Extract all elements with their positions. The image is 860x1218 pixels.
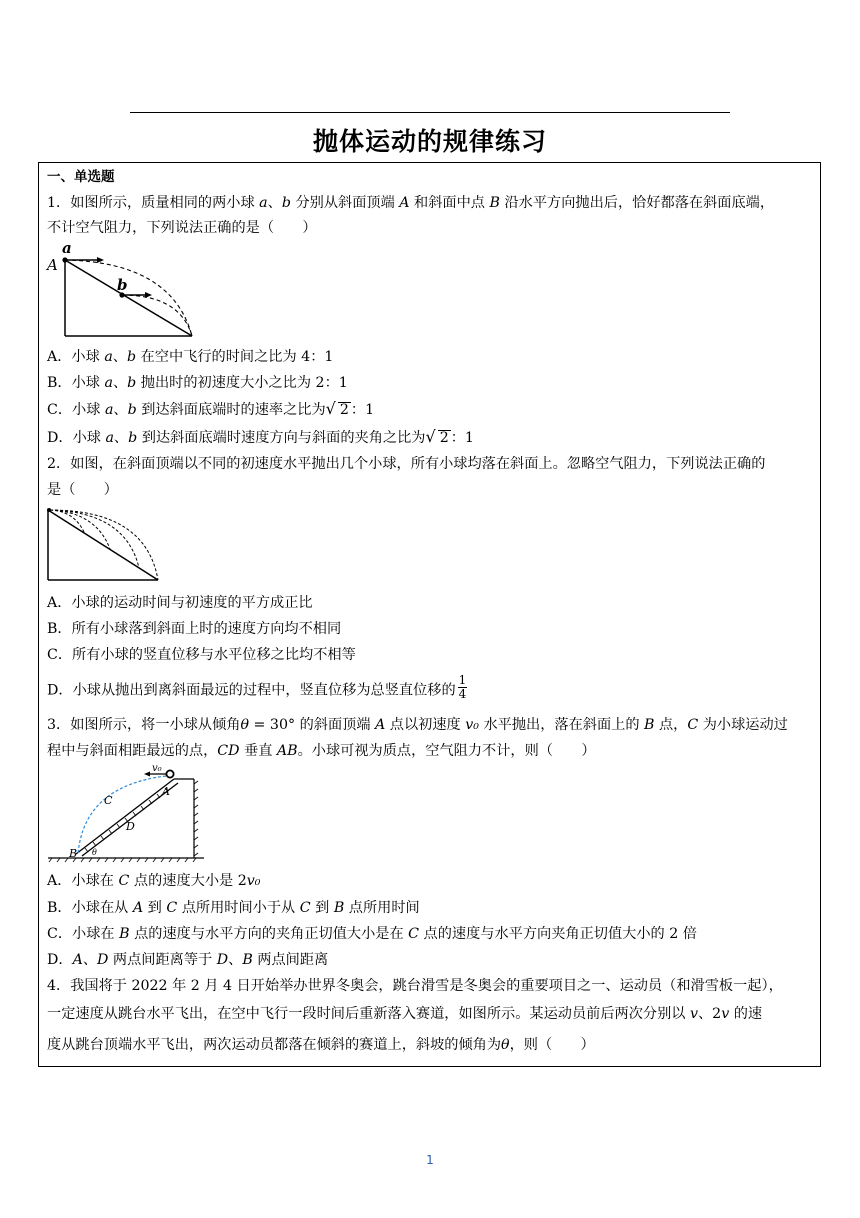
section-heading: 一、单选题 <box>47 169 115 185</box>
q2-option-d: D．小球从抛出到离斜面最远的过程中，竖直位移为总竖直位移的 $\frac{1}{4}$ <box>47 673 467 701</box>
q4-stem-line3: 度从跳台顶端水平飞出，两次运动员都落在倾斜的赛道上，斜坡的倾角为θ，则（ ） <box>47 1037 595 1053</box>
q1-option-d: D．小球 a、b 到达斜面底端时速度方向与斜面的夹角之比为√ 2 ：1 <box>47 427 474 446</box>
q1-option-c: C．小球 a、b 到达斜面底端时的速率之比为√ 2 ：1 <box>47 399 375 418</box>
q1-figure <box>44 240 204 340</box>
page-title: 抛体运动的规律练习 <box>312 127 547 156</box>
q3-option-a: A．小球在 C 点的速度大小是 2v₀ <box>47 873 261 889</box>
q3-figure <box>44 762 209 864</box>
q2-stem-line1: 2．如图，在斜面顶端以不同的初速度水平抛出几个小球，所有小球均落在斜面上。忽略空气阻力，下列说法正确的 <box>47 456 766 472</box>
q3-label-D: D <box>126 820 135 833</box>
q4-stem-line2: 一定速度从跳台水平飞出，在空中飞行一段时间后重新落入赛道，如图所示。某运动员前后两次分别以 v、2v 的速 <box>47 1006 763 1022</box>
q3-label-C: C <box>104 794 113 807</box>
q3-label-v0: v₀ <box>152 763 162 774</box>
q1-label-a: a <box>62 240 72 257</box>
q4-stem-line1: 4．我国将于 2022 年 2 月 4 日开始举办世界冬奥会，跳台滑雪是冬奥会的重要项目之一、运动员（和滑雪板一起）， <box>47 978 783 994</box>
q3-option-d: D．A、D 两点间距离等于 D、B 两点间距离 <box>47 952 329 968</box>
header-rule <box>130 112 730 113</box>
q2-option-c: C．所有小球的竖直位移与水平位移之比均不相等 <box>47 647 356 663</box>
q1-label-A: A <box>47 256 58 274</box>
q1-option-a: A．小球 a、b 在空中飞行的时间之比为 4：1 <box>47 349 334 365</box>
q3-stem-line1: 3．如图所示，将一小球从倾角θ = 30° 的斜面顶端 A 点以初速度 v₀ 水平抛出，落在斜面上的 B 点，C 为小球运动过 <box>47 717 788 733</box>
q2-stem-line2: 是（ ） <box>47 482 118 498</box>
q3-stem-line2: 程中与斜面相距最远的点，CD 垂直 AB。小球可视为质点，空气阻力不计，则（ ） <box>47 743 596 759</box>
page-number: 1 <box>426 1153 434 1167</box>
q3-label-B: B <box>69 847 78 860</box>
q3-option-c: C．小球在 B 点的速度与水平方向的夹角正切值大小是在 C 点的速度与水平方向夹角正切值大小的 2 倍 <box>47 926 697 942</box>
q1-option-b: B．小球 a、b 抛出时的初速度大小之比为 2：1 <box>47 375 348 391</box>
q3-label-theta: θ <box>92 848 97 857</box>
q3-option-b: B．小球在从 A 到 C 点所用时间小于从 C 到 B 点所用时间 <box>47 900 420 916</box>
q3-label-A: A <box>162 785 170 798</box>
q2-option-a: A．小球的运动时间与初速度的平方成正比 <box>47 595 313 611</box>
q1-stem-line2: 不计空气阻力，下列说法正确的是（ ） <box>47 220 317 236</box>
q2-figure <box>44 504 164 584</box>
q2-option-b: B．所有小球落到斜面上时的速度方向均不相同 <box>47 621 342 637</box>
q1-stem-line1: 1．如图所示，质量相同的两小球 a、b 分别从斜面顶端 A 和斜面中点 B 沿水平方向抛出后，恰好都落在斜面底端， <box>47 195 775 211</box>
q1-label-b: b <box>117 276 128 294</box>
